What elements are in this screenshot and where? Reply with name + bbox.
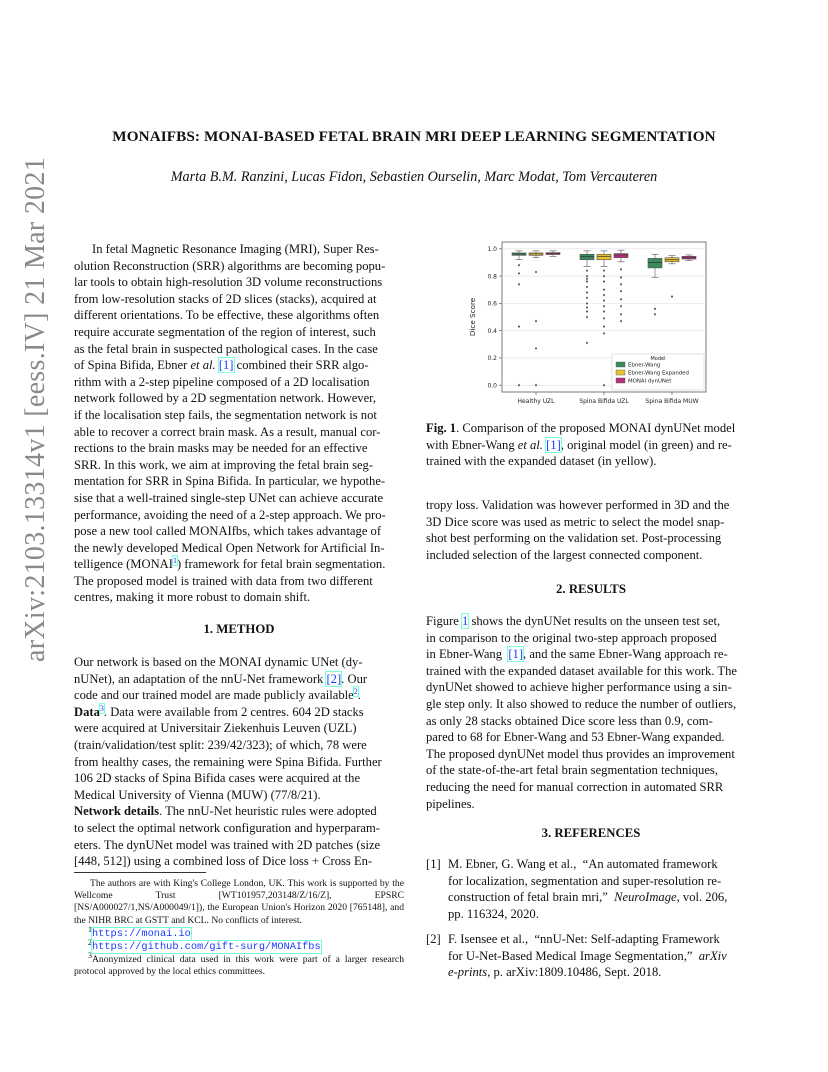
intro-line: performance, avoiding the need of a 2-step approach. We pro-: [74, 507, 386, 522]
data-line: 106 2D stacks of Spina Bifida cases were acquired at the: [74, 771, 361, 786]
text: code and our trained model are made publicly available: [74, 688, 354, 703]
text: ) framework for fetal brain segmentation.: [176, 557, 386, 572]
results-line: [426, 613, 756, 630]
intro-line: [74, 357, 404, 374]
results-line: as only 28 stacks obtained Dice score less than 0.9, com-: [426, 713, 713, 728]
y-tick-label: 0.6: [487, 300, 497, 308]
caption-line: trained with the expanded dataset (in yellow).: [426, 454, 657, 469]
y-tick-label: 1.0: [487, 246, 497, 254]
legend-swatch: [616, 378, 625, 383]
intro-line: mentation for SRR in Spina Bifida. In particular, we hypothe-: [74, 474, 386, 489]
method-continued: [426, 497, 756, 563]
fn-num: 3: [88, 951, 92, 961]
data-line: from healthy cases, the remaining were Spina Bifida. Further: [74, 754, 382, 769]
net-line: [74, 803, 404, 820]
intro-line: [74, 556, 404, 573]
results-line: dynUNet showed to achieve higher performance using a sin-: [426, 680, 732, 695]
net-line: eters. The dynUNet model was trained with 2D patches (size: [74, 837, 381, 852]
fn-text: Anonymized clinical data used in this work were part of a larger research protocol approved by the local ethics committees.: [74, 954, 404, 978]
results-heading: 2. RESULTS: [556, 582, 626, 596]
intro-line: rections to the brain masks may be needed for an effective: [74, 441, 368, 456]
method-paragraph: [74, 654, 404, 870]
intro-line: from low-resolution stacks of 2D slices (stacks), acquired at: [74, 291, 377, 306]
ref-line: F. Isensee et al., “nnU-Net: Self-adapting Framework: [448, 932, 720, 946]
text: , original model (in green) and re-: [560, 437, 732, 452]
caption-line: [426, 420, 756, 437]
figure-label: Fig. 1: [426, 421, 457, 435]
data-line: [74, 704, 404, 721]
x-tick-label: Spina Bifida MUW: [645, 398, 699, 405]
box: [580, 254, 594, 259]
cont-line: tropy loss. Validation was however performed in 3D and the: [426, 498, 730, 512]
text: with Ebner-Wang: [426, 437, 518, 452]
ref-line: pp. 116324, 2020.: [448, 906, 539, 921]
legend-swatch: [616, 370, 625, 375]
text: nUNet), an adaptation of the nnU-Net framework: [74, 671, 327, 686]
text: in Ebner-Wang: [426, 647, 509, 662]
y-tick-label: 0.8: [487, 273, 497, 281]
dice-score-boxplot: [466, 236, 714, 410]
results-line: The proposed dynUNet model thus provides an improvement: [426, 746, 735, 761]
arxiv-stamp-text: arXiv:2103.13314v1 [eess.IV] 21 Mar 2021: [20, 156, 51, 662]
text: . Comparison of the proposed MONAI dynUNet model: [456, 421, 736, 435]
intro-line: network followed by a 2D segmentation network. However,: [74, 391, 377, 406]
footnote-3: [74, 951, 404, 978]
figure-caption: [426, 420, 756, 470]
intro-line: different orientations. To be effective, these algorithms often: [74, 308, 380, 323]
network-details-label: Network details: [74, 804, 159, 819]
journal-name: e-prints: [448, 965, 488, 980]
text: Figure: [426, 614, 463, 628]
text: combined their SRR algo-: [233, 358, 369, 373]
ref-line: [448, 948, 758, 965]
text: construction of fetal brain mri,”: [448, 890, 615, 905]
github-link[interactable]: https://github.com/gift-surg/MONAIfbs: [92, 941, 321, 954]
ref-number: [1]: [426, 857, 441, 871]
paper-title: MONAIFBS: MONAI-BASED FETAL BRAIN MRI DEEP LEARNING SEGMENTATION: [112, 128, 716, 145]
reference-1: [426, 856, 758, 922]
intro-line: as the fetal brain in suspected pathological cases. In the case: [74, 341, 378, 356]
x-tick-label: Healthy UZL: [517, 398, 555, 405]
results-line: [426, 646, 756, 663]
text: . Data were available from 2 centres. 604 2D stacks: [103, 704, 364, 719]
text: . The nnU-Net heuristic rules were adopted: [159, 804, 377, 819]
intro-line: pose a new tool called MONAIfbs, which takes advantage of: [74, 524, 382, 539]
text: shows the dynUNet results on the unseen test set,: [468, 614, 721, 628]
intro-line: SRR. In this work, we aim at improving the fetal brain seg-: [74, 457, 374, 472]
text: telligence (MONAI: [74, 557, 173, 572]
intro-paragraph: [74, 241, 404, 606]
references-heading: 3. REFERENCES: [541, 826, 641, 840]
footnote-link-3[interactable]: 3: [99, 703, 104, 713]
footnote-affiliation: The authors are with King's College London, UK. This work is supported by the Wellcome Trust [WT101957,203148/Z/16/Z], EPSRC [NS/A000027/1,NS/A000049/1]), the European Union's Horizon 2020 [765148], and the NIHR BRC at GSTT and KCL. No conflicts of interest.: [74, 878, 404, 926]
ref-line: [448, 964, 758, 981]
ref-line: M. Ebner, G. Wang et al., “An automated framework: [448, 857, 718, 871]
ref-number: [2]: [426, 932, 441, 946]
citation-link-3[interactable]: [1]: [546, 437, 561, 452]
cont-line: 3D Dice score was used as metric to select the model snap-: [426, 514, 725, 529]
ref-line: for localization, segmentation and super-resolution re-: [448, 873, 722, 888]
ref-body: [448, 856, 758, 922]
legend-label: Ebner-Wang Expanded: [628, 370, 689, 377]
results-line: pared to 68 for Ebner-Wang and 53 Ebner-Wang expanded.: [426, 730, 725, 745]
data-label: Data: [74, 704, 100, 719]
caption-line: [426, 437, 756, 454]
footnotes: [74, 878, 404, 979]
citation-link-1[interactable]: [1]: [218, 358, 234, 373]
results-line: trained with the expanded dataset available for this work. The: [426, 663, 738, 678]
intro-line: The proposed model is trained with data from two different: [74, 573, 373, 588]
fn-num: 1: [88, 924, 92, 934]
results-line: of the state-of-the-art fetal brain segmentation techniques,: [426, 763, 718, 778]
results-paragraph: [426, 613, 756, 812]
text: .: [357, 688, 361, 703]
text: . Our: [341, 671, 368, 686]
legend-swatch: [616, 362, 625, 367]
footnote-divider: [74, 872, 206, 873]
results-line: gle step only. It also showed to reduce the number of outliers,: [426, 696, 737, 711]
intro-line: if the localisation step fails, the segmentation network is not: [74, 407, 377, 422]
footnote-link-1[interactable]: 1: [172, 556, 177, 566]
arxiv-stamp: [18, 156, 58, 690]
footnote-link-2[interactable]: 2: [353, 687, 358, 696]
intro-line: centres, making it more robust to domain shift.: [74, 590, 311, 605]
figure-ref-link[interactable]: 1: [462, 614, 469, 628]
legend-label: MONAI dynUNet: [628, 378, 672, 385]
y-axis-label: Dice Score: [468, 297, 477, 337]
text: , vol. 206,: [676, 890, 728, 905]
results-line: pipelines.: [426, 796, 475, 811]
text: for U-Net-Based Medical Image Segmentation,”: [448, 948, 699, 963]
box: [648, 258, 662, 268]
text: , p. arXiv:1809.10486, Sept. 2018.: [487, 965, 662, 980]
intro-line: require accurate segmentation of the region of interest, such: [74, 324, 376, 339]
y-tick-label: 0.0: [487, 382, 497, 390]
net-line: [448, 512]) using a combined loss of Dice loss + Cross En-: [74, 854, 373, 869]
results-line: reducing the need for manual correction in automated SRR: [426, 779, 724, 794]
intro-line: In fetal Magnetic Resonance Imaging (MRI), Super Res-: [92, 242, 379, 256]
y-tick-label: 0.2: [487, 355, 497, 363]
method-line: [74, 687, 404, 704]
ref-body: [448, 931, 758, 981]
intro-line: lar tools to obtain high-resolution 3D volume reconstructions: [74, 275, 383, 290]
cont-line: included selection of the largest connected component.: [426, 547, 703, 562]
etal-text: et al.: [190, 358, 216, 373]
monai-link[interactable]: https://monai.io: [92, 927, 191, 940]
y-tick-label: 0.4: [487, 327, 497, 335]
box: [614, 254, 628, 258]
cont-line: shot best performing on the validation set. Post-processing: [426, 531, 722, 546]
reference-2: [426, 931, 758, 981]
text: , and the same Ebner-Wang approach re-: [523, 647, 728, 662]
journal-name: arXiv: [698, 948, 727, 963]
ref-line: [448, 889, 758, 906]
paper-authors: Marta B.M. Ranzini, Lucas Fidon, Sebastien Ourselin, Marc Modat, Tom Vercauteren: [170, 169, 658, 185]
legend-title: Model: [650, 356, 666, 362]
intro-line: rithm with a 2-step pipeline composed of a 2D localisation: [74, 374, 370, 389]
fn-num: 2: [88, 937, 92, 947]
box: [597, 254, 611, 259]
data-line: were acquired at Universitair Ziekenhuis Leuven (UZL): [74, 721, 357, 736]
method-line: Our network is based on the MONAI dynamic UNet (dy-: [74, 655, 363, 669]
citation-link-4[interactable]: [1]: [508, 647, 524, 662]
method-heading: 1. METHOD: [203, 622, 275, 636]
intro-line: able to recover a correct brain mask. As a result, manual cor-: [74, 424, 381, 439]
intro-line: olution Reconstruction (SRR) algorithms are becoming popu-: [74, 258, 386, 273]
text: of Spina Bifida, Ebner: [74, 358, 191, 373]
data-line: (train/validation/test split: 239/42/323); of which, 78 were: [74, 737, 367, 752]
intro-line: sise that a well-trained single-step UNet can achieve accurate: [74, 490, 384, 505]
intro-line: the newly developed Medical Open Network for Artificial In-: [74, 540, 385, 555]
etal-text: et al.: [517, 437, 543, 452]
legend-label: Ebner-Wang: [628, 362, 661, 369]
journal-name: NeuroImage: [614, 890, 677, 905]
results-line: in comparison to the original two-step approach proposed: [426, 630, 717, 645]
footnote-2: [88, 937, 404, 954]
footnote-1: [88, 924, 404, 940]
citation-link-2[interactable]: [2]: [326, 671, 342, 686]
data-line: Medical University of Vienna (MUW) (77/8/21).: [74, 787, 321, 802]
net-line: to select the optimal network configuration and hyperparam-: [74, 820, 380, 835]
x-tick-label: Spina Bifida UZL: [579, 398, 629, 405]
method-line: [74, 671, 404, 688]
